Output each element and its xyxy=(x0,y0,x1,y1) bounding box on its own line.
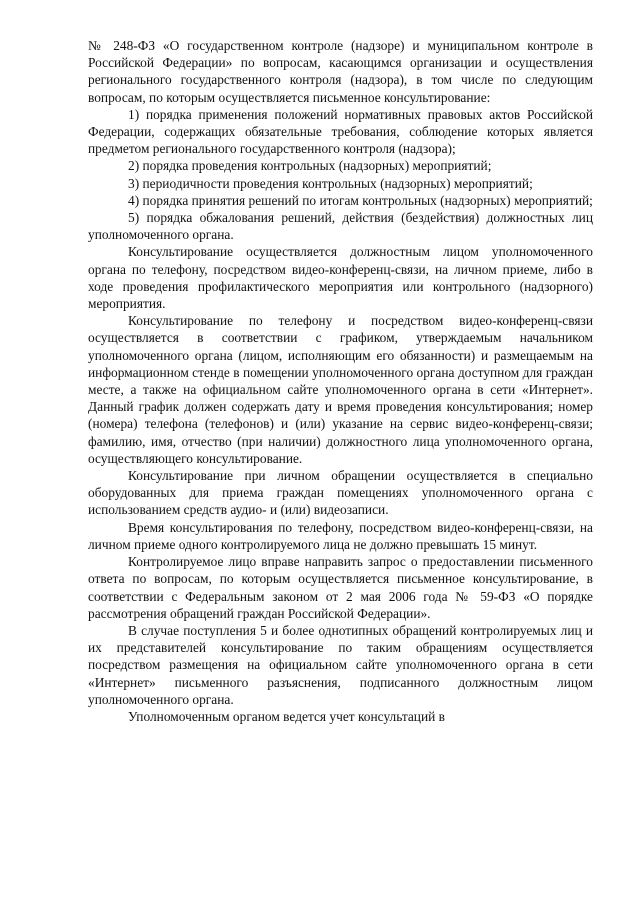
paragraph-consulting-time: Время консультирования по телефону, посредством видео-конференц-связи, на личном приеме одного контролируемого лица не должно превышать 15 минут. xyxy=(88,519,593,552)
paragraph-consulting-schedule: Консультирование по телефону и посредством видео-конференц-связи осуществляется в соответствии с графиком, утверждаемым начальником уполномоченного органа (лицом, исполняющим его обязанности) и размещаемым на информационном стенде в помещении уполномоченного органа доступном для граждан месте, а также на официальном сайте уполномоченного органа в сети «Интернет». Данный график должен содержать дату и время проведения консультирования; номер (номера) телефона (телефонов) и (или) указание на сервис видео-конференц-связи; фамилию, имя, отчество (при наличии) должностного лица уполномоченного органа, осуществляющего консультирование. xyxy=(88,313,593,466)
paragraph-personal-consulting: Консультирование при личном обращении осуществляется в специально оборудованных для приема граждан помещениях уполномоченного органа с использованием средств аудио- и (или) видеозаписи. xyxy=(88,468,593,518)
paragraph-similar-requests: В случае поступления 5 и более однотипных обращений контролируемых лиц и их представителей консультирование по таким обращениям осуществляется посредством размещения на официальном сайте уполномоченного органа в сети «Интернет» письменного разъяснения, подписанного должностным лицом уполномоченного органа. xyxy=(88,622,593,707)
list-item-2: 2) порядка проведения контрольных (надзорных) мероприятий; xyxy=(128,158,492,174)
list-item-1: 1) порядка применения положений нормативных правовых актов Российской Федерации, содержащих обязательные требования, соблюдение которых является предметом регионального государственного контроля (надзора); xyxy=(88,106,593,157)
list-item-3: 3) периодичности проведения контрольных (надзорных) мероприятий; xyxy=(128,175,533,191)
paragraph-consultation-records: Уполномоченным органом ведется учет консультаций в xyxy=(128,708,445,724)
paragraph-law-reference: № 248-ФЗ «О государственном контроле (надзоре) и муниципальном контроле в Российской Федерации» по вопросам, касающимся организации и осуществления регионального государственного контроля (надзора), в том числе по следующим вопросам, по которым осуществляется письменное консультирование: xyxy=(88,38,593,105)
paragraph-consulting-methods: Консультирование осуществляется должностным лицом уполномоченного органа по телефону, посредством видео-конференц-связи, на личном приеме, либо в ходе проведения профилактического мероприятия или контрольного (надзорного) мероприятия. xyxy=(88,244,593,312)
paragraph-written-request: Контролируемое лицо вправе направить запрос о предоставлении письменного ответа по вопросам, по которым осуществляется письменное консультирование, в соответствии с Федеральным законом от 2 мая 2006 года № 59-ФЗ «О порядке рассмотрения обращений граждан Российской Федерации». xyxy=(88,554,593,621)
document-page xyxy=(88,37,593,725)
list-item-4: 4) порядка принятия решений по итогам контрольных (надзорных) мероприятий; xyxy=(128,192,593,208)
list-item-5: 5) порядка обжалования решений, действия (бездействия) должностных лиц уполномоченного органа. xyxy=(88,210,593,243)
